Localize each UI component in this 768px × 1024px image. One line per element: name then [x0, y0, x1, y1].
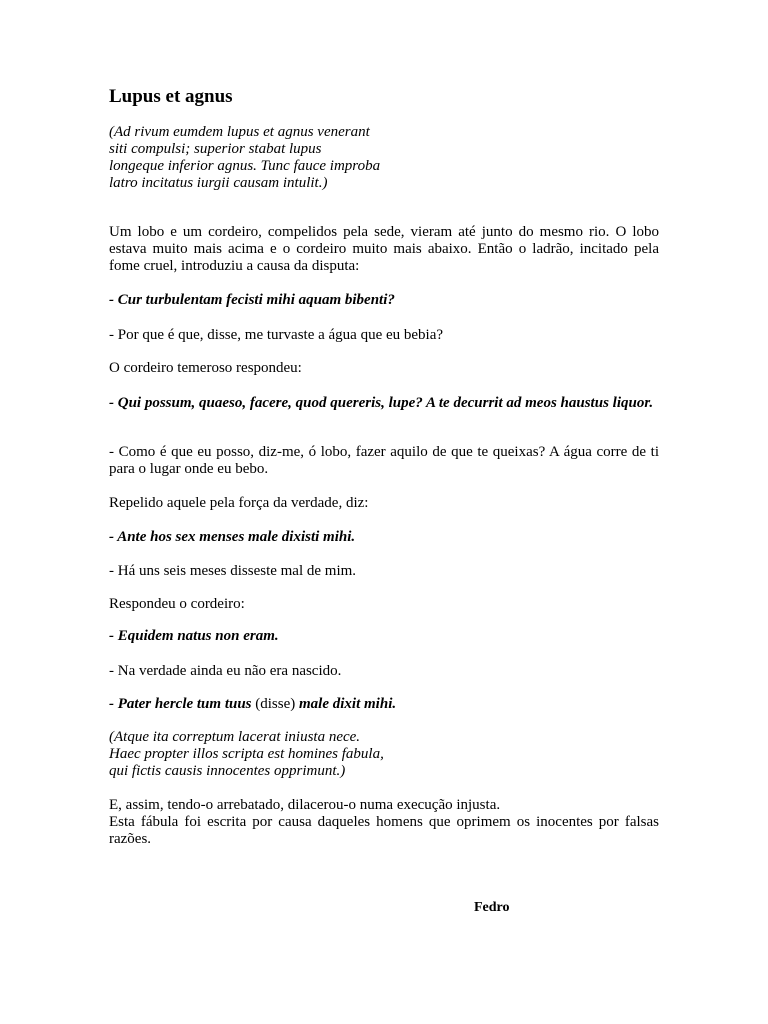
latin-line-5-start: - Pater hercle tum tuus	[109, 696, 252, 712]
latin-line-1: - Cur turbulentam fecisti mihi aquam bibenti?	[109, 292, 395, 308]
verse-line: (Atque ita correptum lacerat iniusta nece.	[109, 729, 361, 745]
verse-line: qui fictis causis innocentes opprimunt.)	[109, 763, 346, 779]
latin-line-2: - Qui possum, quaeso, facere, quod quereris, lupe? A te decurrit ad meos haustus liquor.	[109, 395, 654, 411]
verse-line: Haec propter illos scripta est homines fabula,	[109, 746, 384, 762]
document-title: Lupus et agnus	[109, 86, 233, 107]
latin-line-5-end: male dixit mihi.	[299, 696, 397, 712]
latin-line-3: - Ante hos sex menses male dixisti mihi.	[109, 529, 356, 545]
latin-line-5	[109, 696, 659, 713]
conclusion-line: razões.	[109, 831, 152, 847]
portuguese-line-3: - Há uns seis meses disseste mal de mim.	[109, 563, 357, 579]
latin-line-4: - Equidem natus non eram.	[109, 628, 279, 644]
conclusion-paragraph	[109, 797, 659, 848]
verse-line: siti compulsi; superior stabat lupus	[109, 141, 322, 157]
narrative-line-2: O cordeiro temeroso respondeu:	[109, 360, 302, 376]
narrative-line-3: Repelido aquele pela força da verdade, diz:	[109, 495, 369, 511]
narrative-line-4: Respondeu o cordeiro:	[109, 596, 245, 612]
narrative-paragraph: Um lobo e um cordeiro, compelidos pela sede, vieram até junto do mesmo rio. O lobo estava muito mais acima e o cordeiro muito mais abaixo. Então o ladrão, incitado pela fome cruel, introduziu a causa da disputa:	[109, 224, 659, 274]
conclusion-line: Esta fábula foi escrita por causa daqueles homens que oprimem os inocentes por falsas	[109, 814, 659, 830]
portuguese-line-4: - Na verdade ainda eu não era nascido.	[109, 663, 342, 679]
intro-latin-verse	[109, 124, 380, 192]
conclusion-line: E, assim, tendo-o arrebatado, dilacerou-o numa execução injusta.	[109, 797, 501, 813]
verse-line: (Ad rivum eumdem lupus et agnus venerant	[109, 124, 370, 140]
latin-line-5-aside: (disse)	[255, 696, 296, 712]
verse-line: longeque inferior agnus. Tunc fauce improba	[109, 158, 381, 174]
verse-line: latro incitatus iurgii causam intulit.)	[109, 175, 328, 191]
closing-latin-verse	[109, 729, 384, 780]
portuguese-line-1: - Por que é que, disse, me turvaste a água que eu bebia?	[109, 327, 444, 343]
portuguese-line-2: - Como é que eu posso, diz-me, ó lobo, fazer aquilo de que te queixas? A água corre de ti para o lugar onde eu bebo.	[109, 444, 659, 477]
author-signature: Fedro	[474, 900, 510, 915]
